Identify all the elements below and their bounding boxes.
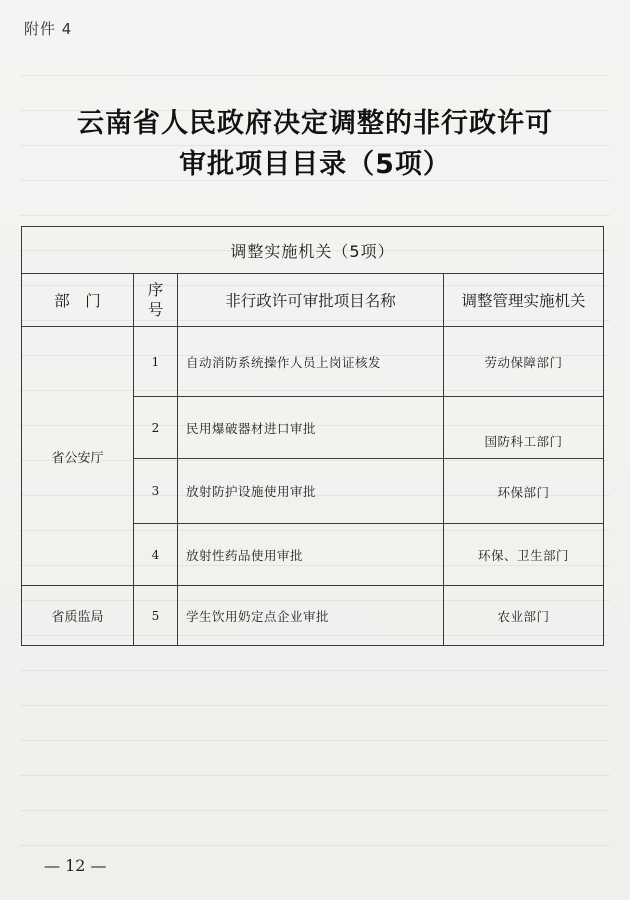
table-row: [22, 586, 604, 646]
page-number: — 12 —: [44, 856, 107, 875]
document-title-line-1: 云南省人民政府决定调整的非行政许可: [77, 108, 553, 139]
seq-cell: 1: [134, 327, 178, 397]
managing-org-cell: 环保、卫生部门: [444, 524, 604, 586]
item-name-cell: 放射性药品使用审批: [178, 524, 444, 586]
attachment-label: 附件 4: [24, 20, 73, 38]
seq-cell: 5: [134, 586, 178, 646]
seq-cell: 4: [134, 524, 178, 586]
item-name-cell: 放射防护设施使用审批: [178, 459, 444, 524]
document-title-line-2: 审批项目目录（5项）: [179, 149, 451, 180]
item-name-cell: 学生饮用奶定点企业审批: [178, 586, 444, 646]
table-caption: 调整实施机关（5项）: [22, 227, 604, 274]
header-item-name: 非行政许可审批项目名称: [178, 274, 444, 327]
table-row: [22, 327, 604, 397]
managing-org-cell: 农业部门: [444, 586, 604, 646]
managing-org-cell: 劳动保障部门: [444, 327, 604, 397]
header-department: 部 门: [22, 274, 134, 327]
item-name-cell: 民用爆破器材进口审批: [178, 397, 444, 459]
item-name-cell: 自动消防系统操作人员上岗证核发: [178, 327, 444, 397]
seq-cell: 2: [134, 397, 178, 459]
header-seq-line-2: 号: [147, 301, 164, 319]
department-cell: 省公安厅: [22, 327, 134, 586]
seq-cell: 3: [134, 459, 178, 524]
header-seq: [134, 274, 178, 327]
table-header-row: [22, 274, 604, 327]
approval-items-table: [21, 226, 604, 646]
managing-org-cell: 环保部门: [444, 459, 604, 524]
department-cell: 省质监局: [22, 586, 134, 646]
header-managing-org: 调整管理实施机关: [444, 274, 604, 327]
managing-org-cell: 国防科工部门: [444, 397, 604, 459]
header-seq-line-1: 序: [147, 281, 164, 299]
